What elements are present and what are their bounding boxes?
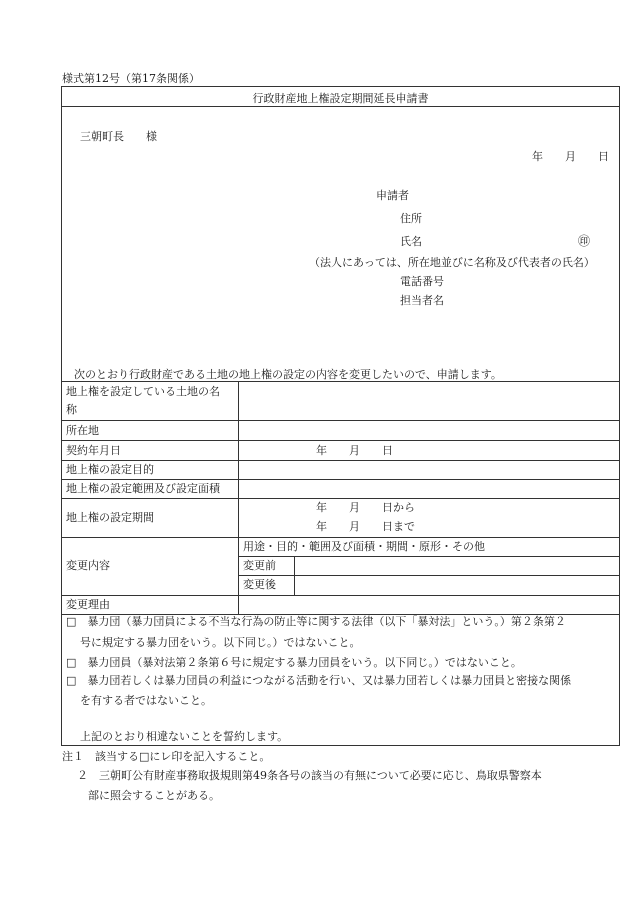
frame-right-line xyxy=(619,86,620,746)
note-2-cont: 部に照会することがある。 xyxy=(88,789,220,802)
note-2: ２ 三朝町公有財産事務取扱規則第49条各号の該当の有無について必要に応じ、鳥取県警察本 xyxy=(77,769,542,782)
frame-left-line xyxy=(61,86,62,746)
row-line xyxy=(61,479,620,480)
period-from: 年 月 日から xyxy=(316,501,415,514)
applicant-phone-label: 電話番号 xyxy=(400,275,444,288)
label-land-name: 地上権を設定している土地の名 xyxy=(66,385,220,398)
table-top-line xyxy=(61,381,620,382)
label-purpose: 地上権の設定目的 xyxy=(66,463,154,476)
note-1: 注１ 該当する□にレ印を記入すること。 xyxy=(62,750,271,763)
change-before-label: 変更前 xyxy=(243,559,276,572)
label-location: 所在地 xyxy=(66,424,99,437)
frame-top-line xyxy=(61,86,620,87)
period-to: 年 月 日まで xyxy=(316,520,415,533)
label-contract-date: 契約年月日 xyxy=(66,444,121,457)
change-after-label: 変更後 xyxy=(243,578,276,591)
pledge-item-3-cont: を有する者ではないこと。 xyxy=(80,694,212,707)
date-line: 年 月 日 xyxy=(532,150,609,163)
applicant-name-label: 氏名 xyxy=(400,235,422,248)
row-line xyxy=(61,440,620,441)
label-land-name-cont: 称 xyxy=(66,403,77,416)
form-number-label: 様式第12号（第17条関係） xyxy=(62,72,200,85)
pledge-closing: 上記のとおり相違ないことを誓約します。 xyxy=(80,730,289,743)
row-line xyxy=(61,595,620,596)
applicant-heading: 申請者 xyxy=(376,189,409,202)
row-line xyxy=(61,537,620,538)
form-title: 行政財産地上権設定期間延長申請書 xyxy=(252,92,429,105)
change-items: 用途・目的・範囲及び面積・期間・原形・その他 xyxy=(243,540,485,553)
contract-date-value: 年 月 日 xyxy=(316,444,393,457)
label-change: 変更内容 xyxy=(66,559,110,572)
column-divider xyxy=(238,381,239,614)
row-line xyxy=(238,575,620,576)
title-bottom-line xyxy=(61,106,620,107)
applicant-address-label: 住所 xyxy=(400,212,422,225)
label-reason: 変更理由 xyxy=(66,598,110,611)
row-line xyxy=(61,498,620,499)
row-line xyxy=(61,420,620,421)
label-scope: 地上権の設定範囲及び設定面積 xyxy=(66,482,220,495)
pledge-item-2: □ 暴力団員（暴対法第２条第６号に規定する暴力団員をいう。以下同じ。）ではないこと。 xyxy=(66,656,522,669)
pledge-item-3: □ 暴力団若しくは暴力団員の利益につながる活動を行い、又は暴力団若しくは暴力団員と密接な関係 xyxy=(66,674,572,687)
column-divider xyxy=(294,556,295,595)
row-line xyxy=(61,460,620,461)
row-line xyxy=(238,556,620,557)
intro-sentence: 次のとおり行政財産である土地の地上権の設定の内容を変更したいので、申請します。 xyxy=(74,368,502,381)
corporation-note: （法人にあっては、所在地並びに名称及び代表者の氏名） xyxy=(309,256,595,269)
seal-mark: ㊞ xyxy=(578,234,591,248)
label-period: 地上権の設定期間 xyxy=(66,511,154,524)
addressee: 三朝町長 様 xyxy=(80,130,157,143)
pledge-item-1-cont: 号に規定する暴力団をいう。以下同じ。）ではないこと。 xyxy=(80,636,361,649)
applicant-contact-label: 担当者名 xyxy=(400,294,444,307)
pledge-item-1: □ 暴力団（暴力団員による不当な行為の防止等に関する法律（以下「暴対法」という。）第２条第２ xyxy=(66,615,566,628)
